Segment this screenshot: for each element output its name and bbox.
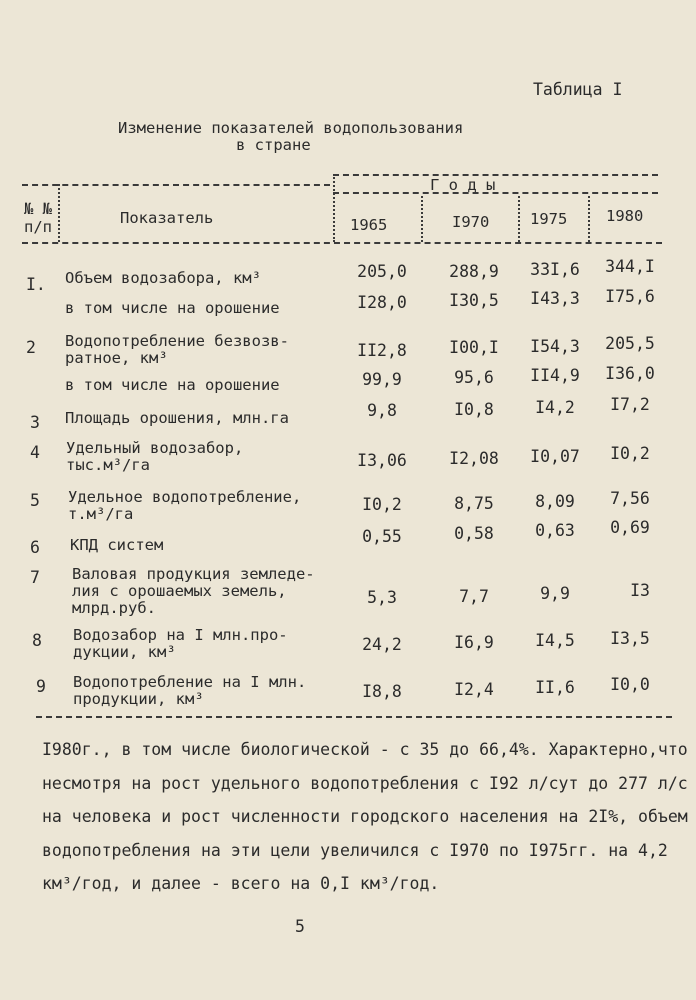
paragraph-line: несмотря на рост удельного водопотребления с I92 л/сут до 277 л/с — [42, 774, 688, 793]
cell-1970: I0,8 — [454, 400, 494, 419]
cell-1980: 0,69 — [610, 518, 650, 537]
row-label: КПД систем — [70, 536, 164, 554]
row-label: Удельный водозабор, тыс.м³/га — [66, 439, 244, 474]
row-number: 8 — [32, 631, 42, 650]
table-bottom-rule — [36, 716, 672, 718]
cell-1965: 205,0 — [357, 262, 407, 281]
row-label: в том числе на орошение — [65, 376, 280, 394]
cell-1965: II2,8 — [357, 341, 407, 360]
cell-1975: I54,3 — [530, 337, 580, 356]
header-num-line-1: № № — [24, 200, 52, 218]
cell-1975: 9,9 — [540, 584, 570, 603]
cell-1975: I4,2 — [535, 398, 575, 417]
row-number: 3 — [30, 413, 40, 432]
table-title-line-2: в стране — [236, 136, 311, 154]
cell-1965: I8,8 — [362, 682, 402, 701]
cell-1970: 7,7 — [459, 587, 489, 606]
row-number: 9 — [36, 677, 46, 696]
cell-1980: I36,0 — [605, 364, 655, 383]
row-label: Водопотребление на I млн. продукции, км³ — [73, 673, 307, 708]
cell-1970: I30,5 — [449, 291, 499, 310]
cell-1975: I4,5 — [535, 631, 575, 650]
cell-1975: I43,3 — [530, 289, 580, 308]
row-number: 6 — [30, 538, 40, 557]
paragraph-line: I980г., в том числе биологической - с 35 до 66,4%. Характерно,что — [42, 740, 688, 759]
row-number: I. — [26, 275, 46, 294]
cell-1965: 24,2 — [362, 635, 402, 654]
cell-1980: 205,5 — [605, 334, 655, 353]
header-year-1975: 1975 — [530, 210, 568, 228]
cell-1965: 9,8 — [367, 401, 397, 420]
page-number: 5 — [295, 917, 305, 936]
cell-1980: I7,2 — [610, 395, 650, 414]
header-year-1980: 1980 — [606, 207, 644, 225]
cell-1980: I0,0 — [610, 675, 650, 694]
row-label: Площадь орошения, млн.га — [65, 409, 289, 427]
cell-1980: 7,56 — [610, 489, 650, 508]
header-divider-5 — [588, 196, 590, 242]
cell-1975: II4,9 — [530, 366, 580, 385]
cell-1980: 344,I — [605, 257, 655, 276]
cell-1970: 8,75 — [454, 494, 494, 513]
header-divider-4 — [518, 196, 520, 242]
header-year-1970: I970 — [452, 213, 490, 231]
cell-1975: 8,09 — [535, 492, 575, 511]
cell-1980: I3 — [630, 581, 650, 600]
cell-1975: II,6 — [535, 678, 575, 697]
row-label: Валовая продукция земледе- лия с орошаемых земель, млрд.руб. — [72, 565, 315, 617]
row-number: 7 — [30, 568, 40, 587]
row-number: 5 — [30, 491, 40, 510]
row-number: 4 — [30, 443, 40, 462]
header-top-rule-right — [333, 174, 658, 176]
cell-1970: I2,08 — [449, 449, 499, 468]
cell-1970: I2,4 — [454, 680, 494, 699]
cell-1975: 0,63 — [535, 521, 575, 540]
cell-1975: 33I,6 — [530, 260, 580, 279]
header-years-label: Г о д ы — [430, 176, 496, 194]
years-label-rule — [333, 192, 658, 194]
cell-1965: I28,0 — [357, 293, 407, 312]
cell-1965: I3,06 — [357, 451, 407, 470]
row-label: Водопотребление безвозв- ратное, км³ — [65, 332, 289, 367]
header-divider-3 — [421, 196, 423, 242]
cell-1965: I0,2 — [362, 495, 402, 514]
row-label: Объем водозабора, км³ — [65, 269, 261, 287]
header-indicator: Показатель — [120, 209, 214, 227]
cell-1970: I6,9 — [454, 633, 494, 652]
row-number: 2 — [26, 338, 36, 357]
cell-1965: 99,9 — [362, 370, 402, 389]
table-title-line-1: Изменение показателей водопользования — [118, 119, 464, 137]
cell-1970: 288,9 — [449, 262, 499, 281]
cell-1970: 0,58 — [454, 524, 494, 543]
cell-1970: 95,6 — [454, 368, 494, 387]
header-bottom-rule — [22, 242, 662, 244]
cell-1970: I00,I — [449, 338, 499, 357]
header-year-1965: 1965 — [350, 216, 388, 234]
cell-1980: I75,6 — [605, 287, 655, 306]
header-divider-2 — [333, 174, 335, 242]
cell-1965: 0,55 — [362, 527, 402, 546]
row-label: Удельное водопотребление, т.м³/га — [68, 488, 302, 523]
header-top-rule-left — [22, 184, 330, 186]
paragraph-line: на человека и рост численности городского населения на 2I%, объем — [42, 807, 688, 826]
header-num-line-2: п/п — [24, 218, 52, 236]
paragraph-line: км³/год, и далее - всего на 0,I км³/год. — [42, 874, 440, 893]
cell-1975: I0,07 — [530, 447, 580, 466]
cell-1980: I0,2 — [610, 444, 650, 463]
header-divider-1 — [58, 184, 60, 242]
table-caption: Таблица I — [533, 80, 623, 99]
cell-1965: 5,3 — [367, 588, 397, 607]
row-label: Водозабор на I млн.про- дукции, км³ — [73, 626, 288, 661]
paragraph-line: водопотребления на эти цели увеличился с I970 по I975гг. на 4,2 — [42, 841, 668, 860]
row-label: в том числе на орошение — [65, 299, 280, 317]
cell-1980: I3,5 — [610, 629, 650, 648]
